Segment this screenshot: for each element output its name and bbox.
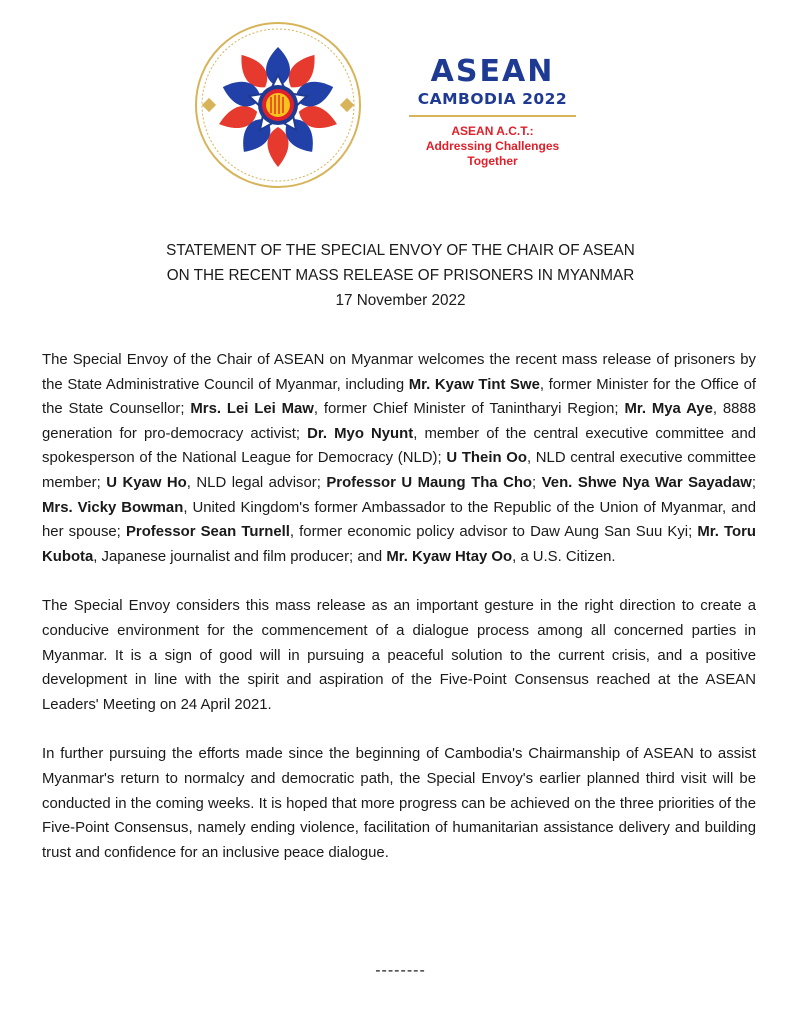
paragraph-text: , former economic policy advisor to Daw Aung San Suu Kyi; [289, 524, 698, 541]
paragraph-text: , member of the central executive committee and spokesperson of the National League for Democracy (NLD); [42, 425, 757, 467]
brand-title: ASEAN [430, 54, 555, 89]
heading-line-2: ON THE RECENT MASS RELEASE OF PRISONERS IN MYANMAR [166, 267, 635, 284]
person-name: Mr. Kyaw Tint Swe [408, 376, 540, 393]
brand-tagline-1: ASEAN A.C.T.: [451, 124, 534, 138]
paragraph-text: The Special Envoy of the Chair of ASEAN on Myanmar welcomes the recent mass release of prisoners by the State Administrative Council of Myanmar, including [42, 352, 756, 393]
heading-date: 17 November 2022 [335, 292, 466, 309]
person-name: Mrs. Vicky Bowman [42, 499, 184, 516]
end-mark: -------- [375, 962, 426, 979]
person-name: Professor U Maung Tha Cho [326, 474, 533, 491]
person-name: Ven. Shwe Nya War Sayadaw [541, 474, 752, 491]
brand-subtitle: CAMBODIA 2022 [417, 90, 568, 108]
person-name: Mr. Mya Aye [624, 401, 713, 418]
paragraph-text: , former Minister for the Office of the State Counsellor; [42, 376, 757, 418]
brand-block [405, 55, 580, 169]
paragraph-text: , United Kingdom's former Ambassador to the Republic of the Union of Myanmar, and her spouse; [42, 499, 756, 541]
paragraph-text: , former Chief Minister of Tanintharyi Region; [313, 401, 625, 418]
heading-line-1: STATEMENT OF THE SPECIAL ENVOY OF THE CHAIR OF ASEAN [166, 242, 635, 259]
paragraph-1 [42, 348, 756, 569]
paragraph-text: , NLD legal advisor; [186, 474, 327, 491]
paragraph-text: , Japanese journalist and film producer; and [93, 548, 387, 565]
paragraph-2 [42, 594, 756, 717]
statement-body [42, 348, 756, 890]
person-name: Dr. Myo Nyunt [307, 425, 414, 442]
person-name: Mr. Toru Kubota [42, 524, 756, 565]
statement-heading [60, 238, 741, 313]
paragraph-text: ; [532, 474, 542, 491]
paragraph-3 [42, 742, 756, 865]
brand-divider [409, 115, 576, 117]
paragraph-text: , NLD central executive committee member; [42, 450, 756, 491]
paragraph-text: The Special Envoy considers this mass release as an important gesture in the right direction to create a conducive environment for the commencement of a dialogue process among all concerned parties in Myanmar. It is a sign of good will in pursuing a peaceful solution to the current crisis, and a positive development in line with the spirit and aspiration of the Five-Point Consensus reached at the ASEAN Leaders' Meeting on 24 April 2021. [42, 598, 756, 713]
person-name: U Thein Oo [446, 450, 527, 467]
person-name: Mrs. Lei Lei Maw [190, 401, 314, 418]
person-name: Professor Sean Turnell [125, 524, 290, 541]
person-name: U Kyaw Ho [106, 474, 187, 491]
paragraph-text: , a U.S. Citizen. [512, 548, 616, 565]
paragraph-text: , 8888 generation for pro-democracy activist; [42, 401, 756, 442]
person-name: Mr. Kyaw Htay Oo [386, 548, 513, 565]
asean-lotus-emblem-icon [193, 20, 363, 190]
paragraph-text: ; [751, 474, 756, 491]
paragraph-text: In further pursuing the efforts made since the beginning of Cambodia's Chairmanship of ASEAN to assist Myanmar's return to normalcy and democratic path, the Special Envoy's earlier planned third visit will be conducted in the coming weeks. It is hoped that more progress can be achieved on the three priorities of the Five-Point Consensus, namely ending violence, facilitation of humanitarian assistance delivery and building trust and confidence for an inclusive peace dialogue. [42, 746, 756, 861]
brand-tagline-2: Addressing Challenges Together [425, 139, 560, 168]
